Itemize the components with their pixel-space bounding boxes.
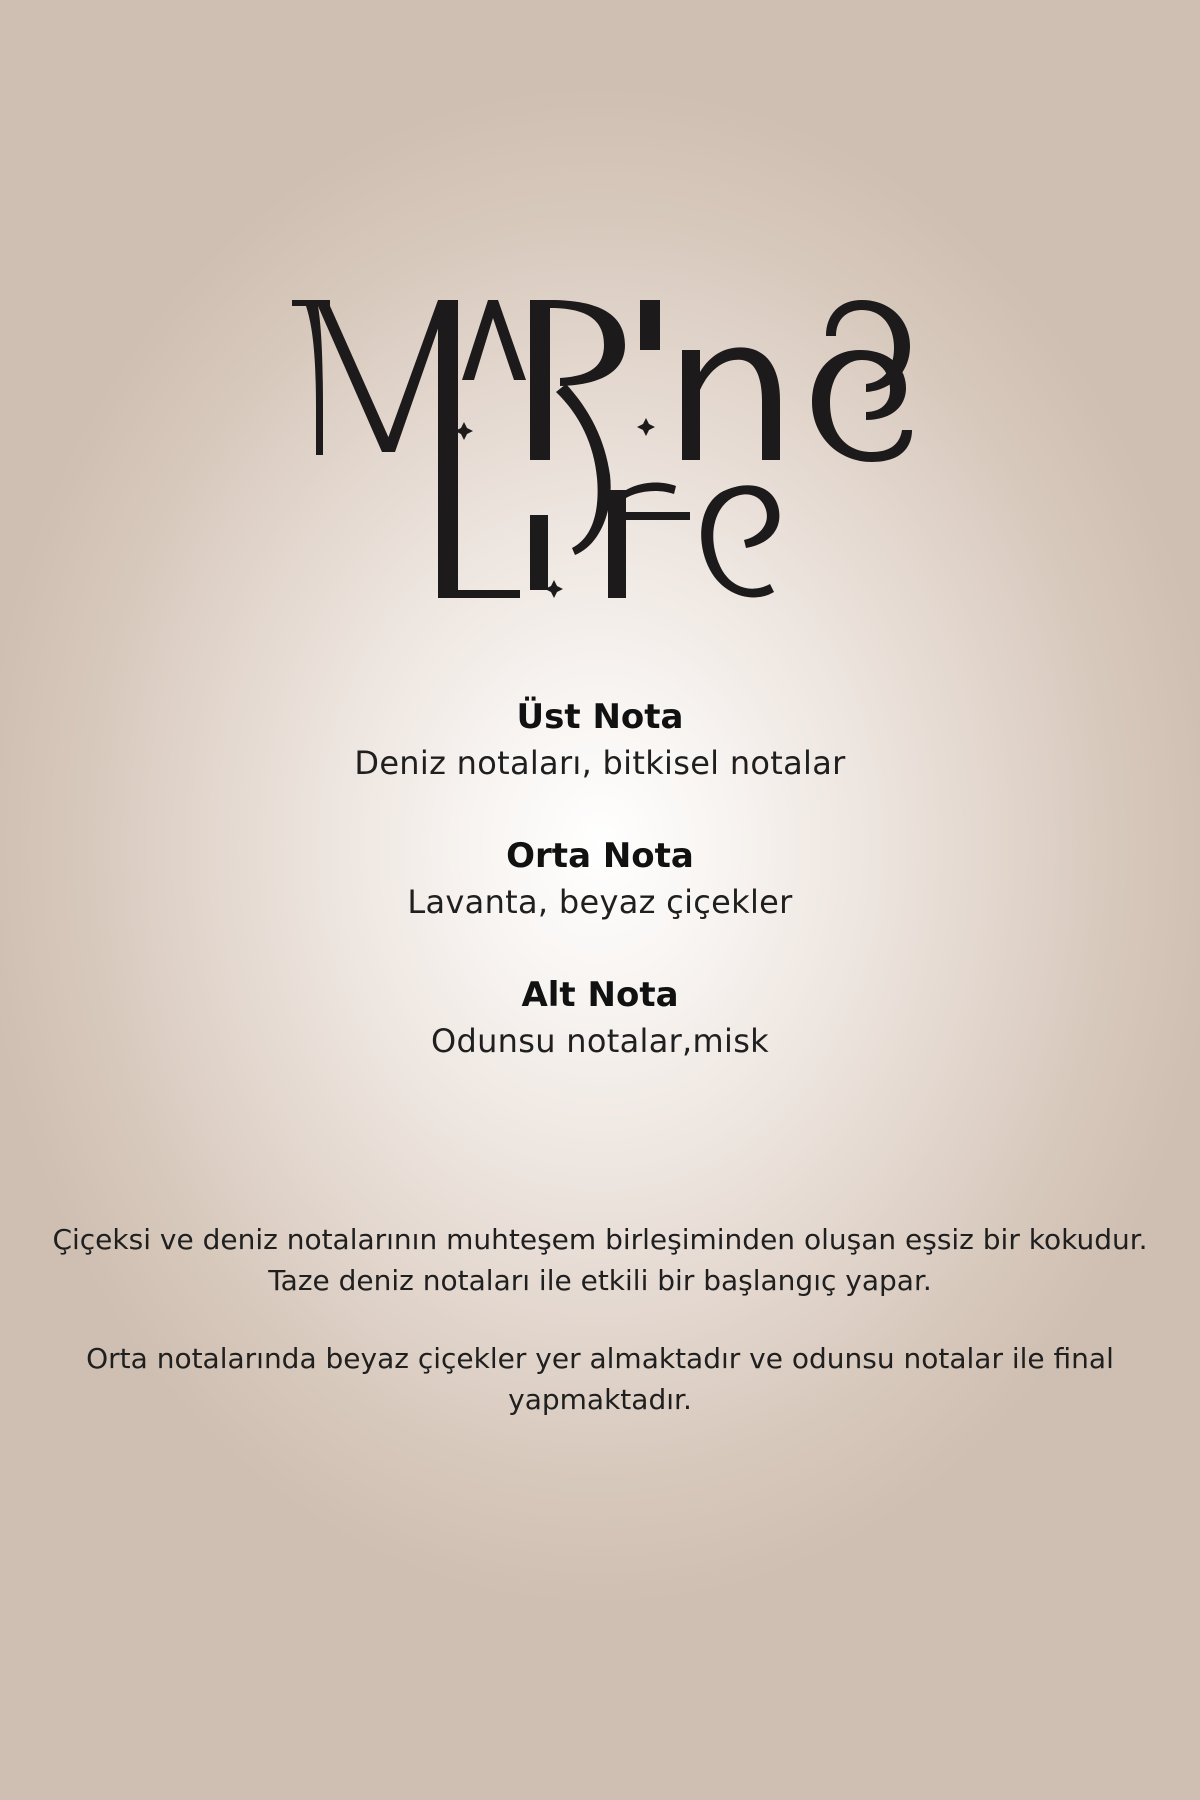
note-title: Üst Nota xyxy=(516,697,684,737)
marine-life-logo xyxy=(0,0,1200,640)
fragrance-notes xyxy=(0,694,1200,1111)
note-base xyxy=(0,972,1200,1111)
brand-logo xyxy=(0,0,1200,640)
description-paragraph-2: Orta notalarında beyaz çiçekler yer almaktadır ve odunsu notalar ile final yapmaktadır. xyxy=(86,1342,1114,1416)
note-middle xyxy=(0,833,1200,972)
note-title: Orta Nota xyxy=(506,836,694,876)
note-body: Deniz notaları, bitkisel notalar xyxy=(354,744,846,782)
description-paragraph-1: Çiçeksi ve deniz notalarının muhteşem birleşiminden oluşan eşsiz bir kokudur. Taze deniz notaları ile etkili bir başlangıç yapar. xyxy=(52,1223,1148,1297)
note-body: Lavanta, beyaz çiçekler xyxy=(407,883,793,921)
note-title: Alt Nota xyxy=(521,975,679,1015)
note-body: Odunsu notalar,misk xyxy=(431,1022,769,1060)
note-top xyxy=(0,694,1200,833)
